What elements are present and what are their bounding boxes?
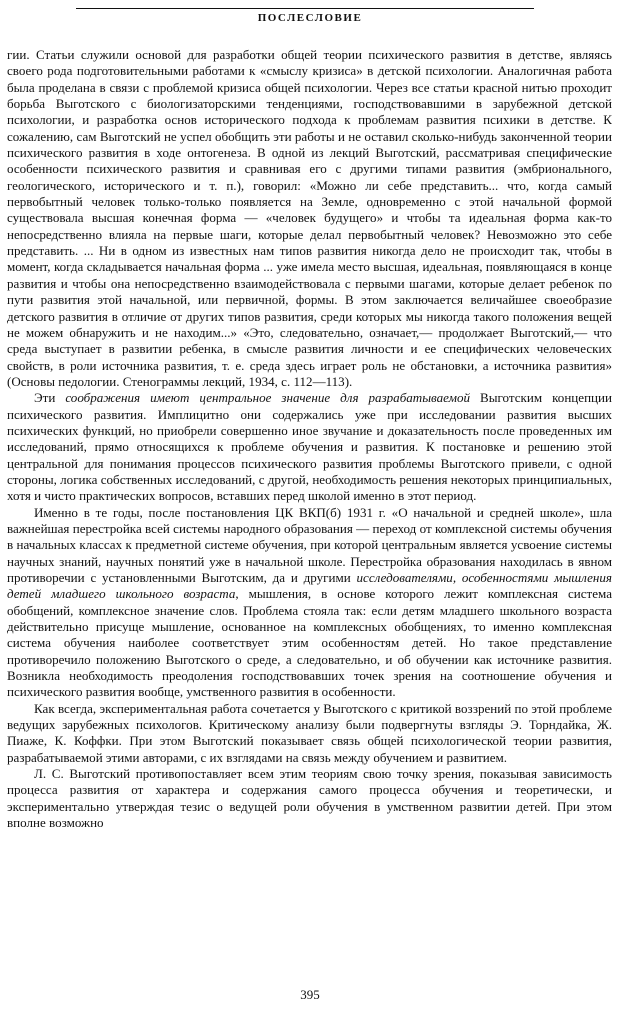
paragraph-text: Выготским концепции психического развития. Имплицитно они содержались уже при исследовании развития высших психических функций, но приобрели совершенно иное звучание и доказательность после проведенных им исследований, прямо относящихся к проблеме обучения и развития. К постановке и решению этой центральной для понимания процессов психического развития проблемы Выготского привели, с одной стороны, логика собственных исследований, с другой, необходимость решения некоторых принципиальных, хотя и чисто практических вопросов, вставших перед школой именно в этот период. bbox=[7, 390, 613, 504]
paragraph-text: Именно в те годы, после постановления ЦК ВКП(б) 1931 г. «О начальной и средней школе», шла важнейшая перестройка всей системы народного образования — переход от комплексной системы обучения в начальных классах к предметной системе обучения, при которой центральным является усвоение системы научных знаний, научных понятий уже в начальной школе. Перестройка образования находилась в явном противоречии с установленными Выготским, да и другими bbox=[7, 504, 612, 585]
paragraph-text: Эти bbox=[34, 390, 66, 406]
body-text bbox=[7, 47, 612, 832]
paragraph-text: гии. Статьи служили основой для разработки общей теории психического развития в детстве, являясь своего рода подготовительными работами к «смыслу кризиса» в детской психологии. Аналогичная работа была проделана в связи с проблемой кризиса общей психологии. Через все статьи красной нитью проходит борьба Выготского с биологизаторскими тенденциями, господствовавшими в зарубежной детской психологии, и разработка основ исторического подхода к проблемам развития психики в детстве. К сожалению, сам Выготский не успел обобщить эти работы и не оставил сколько-нибудь законченной теории психического развития в ходе онтогенеза. В одной из лекций Выготский, рассматривая специфические особенности психического развития и сравнивая его с другими типами развития (эмбрионального, геологического, исторического и т. п.), говорил: «Можно ли себе представить... что, когда самый первобытный человек только-только появляется на Земле, одновременно с этой начальной формой существовала высшая конечная форма — «человек будущего» и чтобы та идеальная форма как-то непосредственно влияла на первые шаги, которые делал первобытный человек? Невозможно это себе представить. ... Ни в одном из известных нам типов развития никогда дело не происходит так, чтобы в момент, когда складывается начальная форма ... уже имела место высшая, идеальная, появляющаяся в конце развития и чтобы она непосредственно взаимодействовала с первыми шагами, которые делает ребенок по пути развития этой начальной, или первичной, формы. В этом заключается величайшее своеобразие детского развития в отличие от других типов развития, среди которых мы никогда такого положения вещей не можем обнаружить и не находим...» «Это, следовательно, означает,— продолжает Выготский,— что среда выступает в развитии ребенка, в смысле развития личности и ее специфических человеческих свойств, в роли источника развития, т. е. среда здесь играет роль не обстановки, а источника развития» (Основы педологии. Стенограммы лекций, 1934, с. 112—113). bbox=[7, 47, 612, 389]
emphasis-text: исследователями, особенностями мышления детей младшего школьного возраста bbox=[7, 570, 612, 602]
emphasis-text: соображения имеют центральное значение для разрабатываемой bbox=[65, 390, 470, 406]
paragraph bbox=[7, 766, 612, 831]
running-header: ПОСЛЕСЛОВИЕ bbox=[257, 12, 363, 24]
paragraph bbox=[7, 505, 612, 701]
paragraph bbox=[7, 47, 612, 390]
page-number: 395 bbox=[300, 987, 320, 1002]
paragraph bbox=[7, 390, 612, 504]
paragraph-text: , мышления, в основе которого лежит комплексная система обобщений, комплексное значение слов. Проблема стояла так: если детям младшего школьного возраста действительно присуще мышление, основанное на комплексных обобщениях, то именно комплексная система обучения наиболее соответствует этим особенностям детей. Но такое представление противоречило положению Выготского о среде, а следовательно, и об обучении как источнике развития. Возникла необходимость преодоления господствовавших точек зрения на соотношение обучения и психического развития вообще, умственного развития в особенности. bbox=[7, 586, 612, 700]
paragraph-text: Л. С. Выготский противопоставляет всем этим теориям свою точку зрения, показывая зависимость процесса развития от характера и содержания самого процесса обучения и теоретически, и экспериментально утверждая тезис о ведущей роли обучения в умственном развитии детей. При этом вполне возможно bbox=[7, 766, 612, 831]
paragraph bbox=[7, 701, 612, 766]
header-rule bbox=[76, 8, 534, 9]
paragraph-text: Как всегда, экспериментальная работа сочетается у Выготского с критикой воззрений по этой проблеме ведущих зарубежных психологов. Критическому анализу были подвергнуты взгляды Э. Торндайка, Ж. Пиаже, К. Коффки. При этом Выготский показывает связь общей психологической теории развития, разрабатываемой этими авторами, с их взглядами на связь между обучением и развитием. bbox=[7, 700, 612, 765]
